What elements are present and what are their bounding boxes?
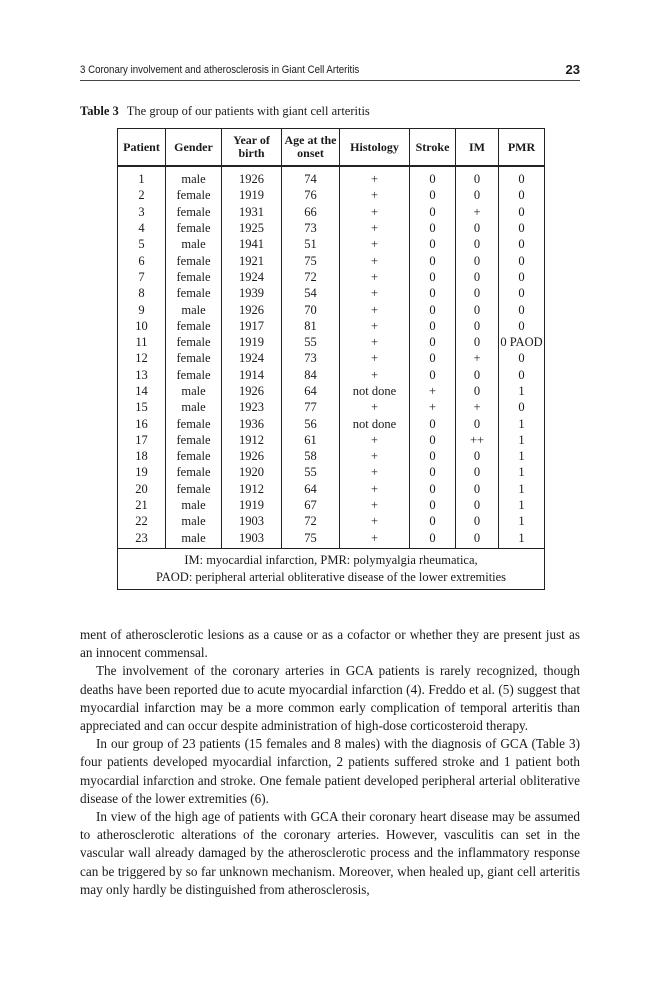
table-cell: 72 — [282, 513, 340, 529]
table-cell: 1925 — [222, 220, 282, 236]
table-row — [118, 166, 545, 187]
table-cell: 1 — [499, 497, 545, 513]
table-cell: 1919 — [222, 497, 282, 513]
table-cell: 23 — [118, 530, 166, 549]
table-cell: 0 — [410, 415, 456, 431]
table-cell: 0 — [410, 220, 456, 236]
table-cell: 1912 — [222, 432, 282, 448]
table-cell: 0 — [456, 301, 499, 317]
table-cell: 0 — [410, 481, 456, 497]
table-row — [118, 383, 545, 399]
table-cell: 55 — [282, 464, 340, 480]
table-cell: 13 — [118, 367, 166, 383]
table-cell: 0 — [410, 497, 456, 513]
table-cell: + — [340, 367, 410, 383]
table-cell: not done — [340, 415, 410, 431]
table-cell: 18 — [118, 448, 166, 464]
table-cell: 1926 — [222, 383, 282, 399]
table-cell: 0 — [410, 513, 456, 529]
table-cell: female — [166, 285, 222, 301]
table-cell: 0 — [410, 204, 456, 220]
table-cell: 0 — [456, 334, 499, 350]
column-header: Year of birth — [222, 129, 282, 167]
table-cell: 1 — [499, 513, 545, 529]
table-cell: 55 — [282, 334, 340, 350]
table-cell: 0 — [456, 318, 499, 334]
table-row — [118, 415, 545, 431]
paragraph: The involvement of the coronary arteries in GCA patients is rarely recognized, though deaths have been reported due to acute myocardial infarction (4). Freddo et al. (5) suggest that myocardial infarction may be a more common early complication of temporal arteritis than appreciated and can occur despite administration of high-dose corticosteroid therapy. — [80, 663, 580, 734]
table-cell: female — [166, 269, 222, 285]
table-cell: + — [340, 236, 410, 252]
table-cell: 1921 — [222, 252, 282, 268]
paragraph: In our group of 23 patients (15 females and 8 males) with the diagnosis of GCA (Table 3) four patients developed myocardial infarction, 2 patients suffered stroke and 1 patient both myocardial infarction and stroke. One female patient developed peripheral arterial obliterative disease of the lower extremities (6). — [80, 736, 580, 806]
table-cell: male — [166, 513, 222, 529]
table-cell: 5 — [118, 236, 166, 252]
table-row — [118, 464, 545, 480]
table-cell: + — [340, 334, 410, 350]
table-body — [118, 166, 545, 548]
table-cell: 61 — [282, 432, 340, 448]
table-cell: 66 — [282, 204, 340, 220]
table-cell: 0 — [456, 448, 499, 464]
footnote-line-1: IM: myocardial infarction, PMR: polymyalgia rheumatica, — [184, 552, 478, 567]
table-cell: 0 — [456, 513, 499, 529]
table-cell: 0 — [499, 187, 545, 203]
table-cell: + — [456, 350, 499, 366]
table-cell: 1 — [118, 166, 166, 187]
table-cell: 15 — [118, 399, 166, 415]
table-cell: + — [340, 187, 410, 203]
table-cell: 58 — [282, 448, 340, 464]
table-caption-text: The group of our patients with giant cell arteritis — [126, 104, 370, 118]
column-header: Patient — [118, 129, 166, 167]
table-row — [118, 204, 545, 220]
table-cell: 0 — [456, 415, 499, 431]
table-cell: 0 — [410, 318, 456, 334]
table-cell: 1 — [499, 464, 545, 480]
table-cell: 81 — [282, 318, 340, 334]
table-cell: 0 — [410, 187, 456, 203]
table-cell: 0 — [456, 367, 499, 383]
table-cell: 0 — [456, 285, 499, 301]
table-cell: + — [340, 166, 410, 187]
table-cell: 1923 — [222, 399, 282, 415]
table-row — [118, 318, 545, 334]
table-cell: + — [340, 269, 410, 285]
table-cell: 1903 — [222, 513, 282, 529]
table-cell: 64 — [282, 481, 340, 497]
table-cell: 77 — [282, 399, 340, 415]
table-cell: 0 — [456, 187, 499, 203]
table-cell: 9 — [118, 301, 166, 317]
table-cell: + — [340, 513, 410, 529]
column-header: Stroke — [410, 129, 456, 167]
table-cell: 1924 — [222, 269, 282, 285]
table-cell: 6 — [118, 252, 166, 268]
table-cell: + — [456, 399, 499, 415]
table-cell: 14 — [118, 383, 166, 399]
table-cell: 0 — [499, 236, 545, 252]
table-cell: 0 — [499, 285, 545, 301]
table-row — [118, 432, 545, 448]
table-cell: 67 — [282, 497, 340, 513]
table-cell: 1 — [499, 448, 545, 464]
table-cell: + — [456, 204, 499, 220]
table-cell: 75 — [282, 252, 340, 268]
table-cell: 75 — [282, 530, 340, 549]
table-cell: 74 — [282, 166, 340, 187]
table-cell: 0 — [499, 220, 545, 236]
table-cell: 0 — [410, 166, 456, 187]
table-row — [118, 285, 545, 301]
table-cell: 1926 — [222, 301, 282, 317]
table-cell: 1 — [499, 415, 545, 431]
table-row — [118, 530, 545, 549]
table-cell: + — [340, 464, 410, 480]
table-row — [118, 187, 545, 203]
table-cell: 1 — [499, 383, 545, 399]
table-cell: 11 — [118, 334, 166, 350]
table-cell: 0 — [410, 269, 456, 285]
paragraph: In view of the high age of patients with GCA their coronary heart disease may be assumed to atherosclerotic alterations of the coronary arteries. However, vasculitis can set in the vascular wall already damaged by the atherosclerotic process and the inflammatory response can be triggered by so far unknown mechanism. Moreover, when healed up, giant cell arteritis may only hardly be distinguished from atherosclerosis, — [80, 809, 580, 897]
table-cell: 72 — [282, 269, 340, 285]
column-header: IM — [456, 129, 499, 167]
table-cell: not done — [340, 383, 410, 399]
table-cell: 0 PAOD — [500, 335, 543, 350]
table-row — [118, 448, 545, 464]
table-cell: female — [166, 318, 222, 334]
table-cell: + — [410, 399, 456, 415]
table-cell: 12 — [118, 350, 166, 366]
table-cell: 1919 — [222, 334, 282, 350]
table-row — [118, 350, 545, 366]
table-cell: + — [340, 448, 410, 464]
table-cell: 0 — [410, 236, 456, 252]
table-cell: 1 — [499, 530, 545, 549]
table-cell: 84 — [282, 367, 340, 383]
table-row — [118, 367, 545, 383]
table-header-row — [118, 129, 545, 167]
table-cell: 1912 — [222, 481, 282, 497]
table-cell: female — [166, 187, 222, 203]
table-cell: 0 — [410, 530, 456, 549]
table-cell: 10 — [118, 318, 166, 334]
table-caption — [80, 104, 370, 119]
table-cell: 2 — [118, 187, 166, 203]
table-caption-label: Table 3 — [80, 104, 119, 118]
table-row — [118, 236, 545, 252]
table-row — [118, 334, 545, 350]
table-cell: 0 — [410, 252, 456, 268]
table-cell: female — [166, 367, 222, 383]
table-cell: 16 — [118, 415, 166, 431]
table-cell: female — [166, 464, 222, 480]
column-header: Age at the onset — [282, 129, 340, 167]
table-cell: + — [340, 497, 410, 513]
table-cell: female — [166, 448, 222, 464]
table-footnote — [118, 548, 545, 589]
table-cell: 54 — [282, 285, 340, 301]
table-cell: male — [166, 530, 222, 549]
table-cell: 0 — [410, 301, 456, 317]
table-cell: 0 — [456, 530, 499, 549]
table-cell: + — [340, 285, 410, 301]
table-cell: 1914 — [222, 367, 282, 383]
table-cell: 0 — [456, 220, 499, 236]
table-cell: 0 — [456, 269, 499, 285]
table-cell: 51 — [282, 236, 340, 252]
table-cell: female — [166, 350, 222, 366]
table-cell: male — [166, 399, 222, 415]
table-cell: 1 — [499, 432, 545, 448]
column-header: PMR — [499, 129, 545, 167]
table-cell: 0 — [499, 166, 545, 187]
table-cell: female — [166, 220, 222, 236]
table-cell: + — [340, 204, 410, 220]
table-cell: 0 — [499, 269, 545, 285]
table-cell: male — [166, 301, 222, 317]
column-header: Histology — [340, 129, 410, 167]
table-cell: 0 — [499, 204, 545, 220]
table-cell: + — [340, 301, 410, 317]
table-cell: 0 — [410, 285, 456, 301]
table-cell: 0 — [410, 367, 456, 383]
table-cell: 1919 — [222, 187, 282, 203]
table-cell: 64 — [282, 383, 340, 399]
table-cell: 0 — [499, 301, 545, 317]
table-cell: 1924 — [222, 350, 282, 366]
table-cell: 0 — [499, 367, 545, 383]
paragraph: ment of atherosclerotic lesions as a cause or as a cofactor or whether they are present just as an innocent commensal. — [80, 627, 580, 661]
footnote-line-2: PAOD: peripheral arterial obliterative disease of the lower extremities — [155, 569, 507, 584]
table-cell: + — [340, 481, 410, 497]
table-row — [118, 399, 545, 415]
table-cell: + — [340, 399, 410, 415]
table-cell: ++ — [456, 432, 499, 448]
table-cell: 3 — [118, 204, 166, 220]
table-footnote-row — [118, 548, 545, 589]
table-row — [118, 497, 545, 513]
table-row — [118, 301, 545, 317]
running-title: 3 Coronary involvement and atherosclerosis in Giant Cell Arteritis — [80, 64, 360, 76]
table-cell: 7 — [118, 269, 166, 285]
table-cell: 1936 — [222, 415, 282, 431]
table-cell: 73 — [282, 350, 340, 366]
running-header — [80, 62, 580, 81]
table-cell: 1 — [499, 481, 545, 497]
table-cell: male — [166, 383, 222, 399]
table-cell: 20 — [118, 481, 166, 497]
table-cell: + — [340, 350, 410, 366]
table-cell: female — [166, 432, 222, 448]
table-cell: 0 — [499, 350, 545, 366]
table-cell: female — [166, 252, 222, 268]
table-cell: female — [166, 481, 222, 497]
table-cell: male — [166, 236, 222, 252]
table-cell: 8 — [118, 285, 166, 301]
table-cell: female — [166, 334, 222, 350]
table-cell: 0 — [410, 448, 456, 464]
table-cell: 70 — [282, 301, 340, 317]
table-row — [118, 481, 545, 497]
table-cell: 1917 — [222, 318, 282, 334]
table-cell: 0 — [499, 252, 545, 268]
table-cell: 73 — [282, 220, 340, 236]
table-cell: 1920 — [222, 464, 282, 480]
table-cell: 0 — [410, 432, 456, 448]
table-row — [118, 252, 545, 268]
table-cell: + — [340, 530, 410, 549]
table-cell: 1926 — [222, 166, 282, 187]
table-cell: 22 — [118, 513, 166, 529]
table-cell: 0 — [456, 464, 499, 480]
table-row — [118, 513, 545, 529]
table-cell: 0 — [456, 383, 499, 399]
table-cell: 1903 — [222, 530, 282, 549]
table-cell: male — [166, 166, 222, 187]
table-cell: 56 — [282, 415, 340, 431]
page-number: 23 — [565, 62, 580, 77]
table-cell: 19 — [118, 464, 166, 480]
table-cell: 0 — [456, 497, 499, 513]
table-cell: 1931 — [222, 204, 282, 220]
table-cell: + — [340, 432, 410, 448]
table-cell: 0 — [410, 334, 456, 350]
patients-table — [117, 128, 545, 590]
table-cell: + — [410, 383, 456, 399]
table-cell: 0 — [456, 252, 499, 268]
table-cell: 0 — [410, 350, 456, 366]
table-cell: 0 — [499, 318, 545, 334]
table-cell: 1941 — [222, 236, 282, 252]
table-cell: 0 — [456, 166, 499, 187]
body-text — [80, 626, 580, 899]
table-cell: 4 — [118, 220, 166, 236]
column-header: Gender — [166, 129, 222, 167]
table-cell: 0 — [456, 236, 499, 252]
table-cell: male — [166, 497, 222, 513]
table-row — [118, 269, 545, 285]
table-cell: + — [340, 252, 410, 268]
table-row — [118, 220, 545, 236]
table-cell: 17 — [118, 432, 166, 448]
table-cell: + — [340, 220, 410, 236]
table-cell: 21 — [118, 497, 166, 513]
table-cell: 0 — [456, 481, 499, 497]
table-cell: 1926 — [222, 448, 282, 464]
table-cell: 1939 — [222, 285, 282, 301]
table-cell: 0 — [410, 464, 456, 480]
table-cell: + — [340, 318, 410, 334]
table-cell: female — [166, 204, 222, 220]
table-cell: female — [166, 415, 222, 431]
table-cell: 0 — [499, 399, 545, 415]
table-cell: 76 — [282, 187, 340, 203]
